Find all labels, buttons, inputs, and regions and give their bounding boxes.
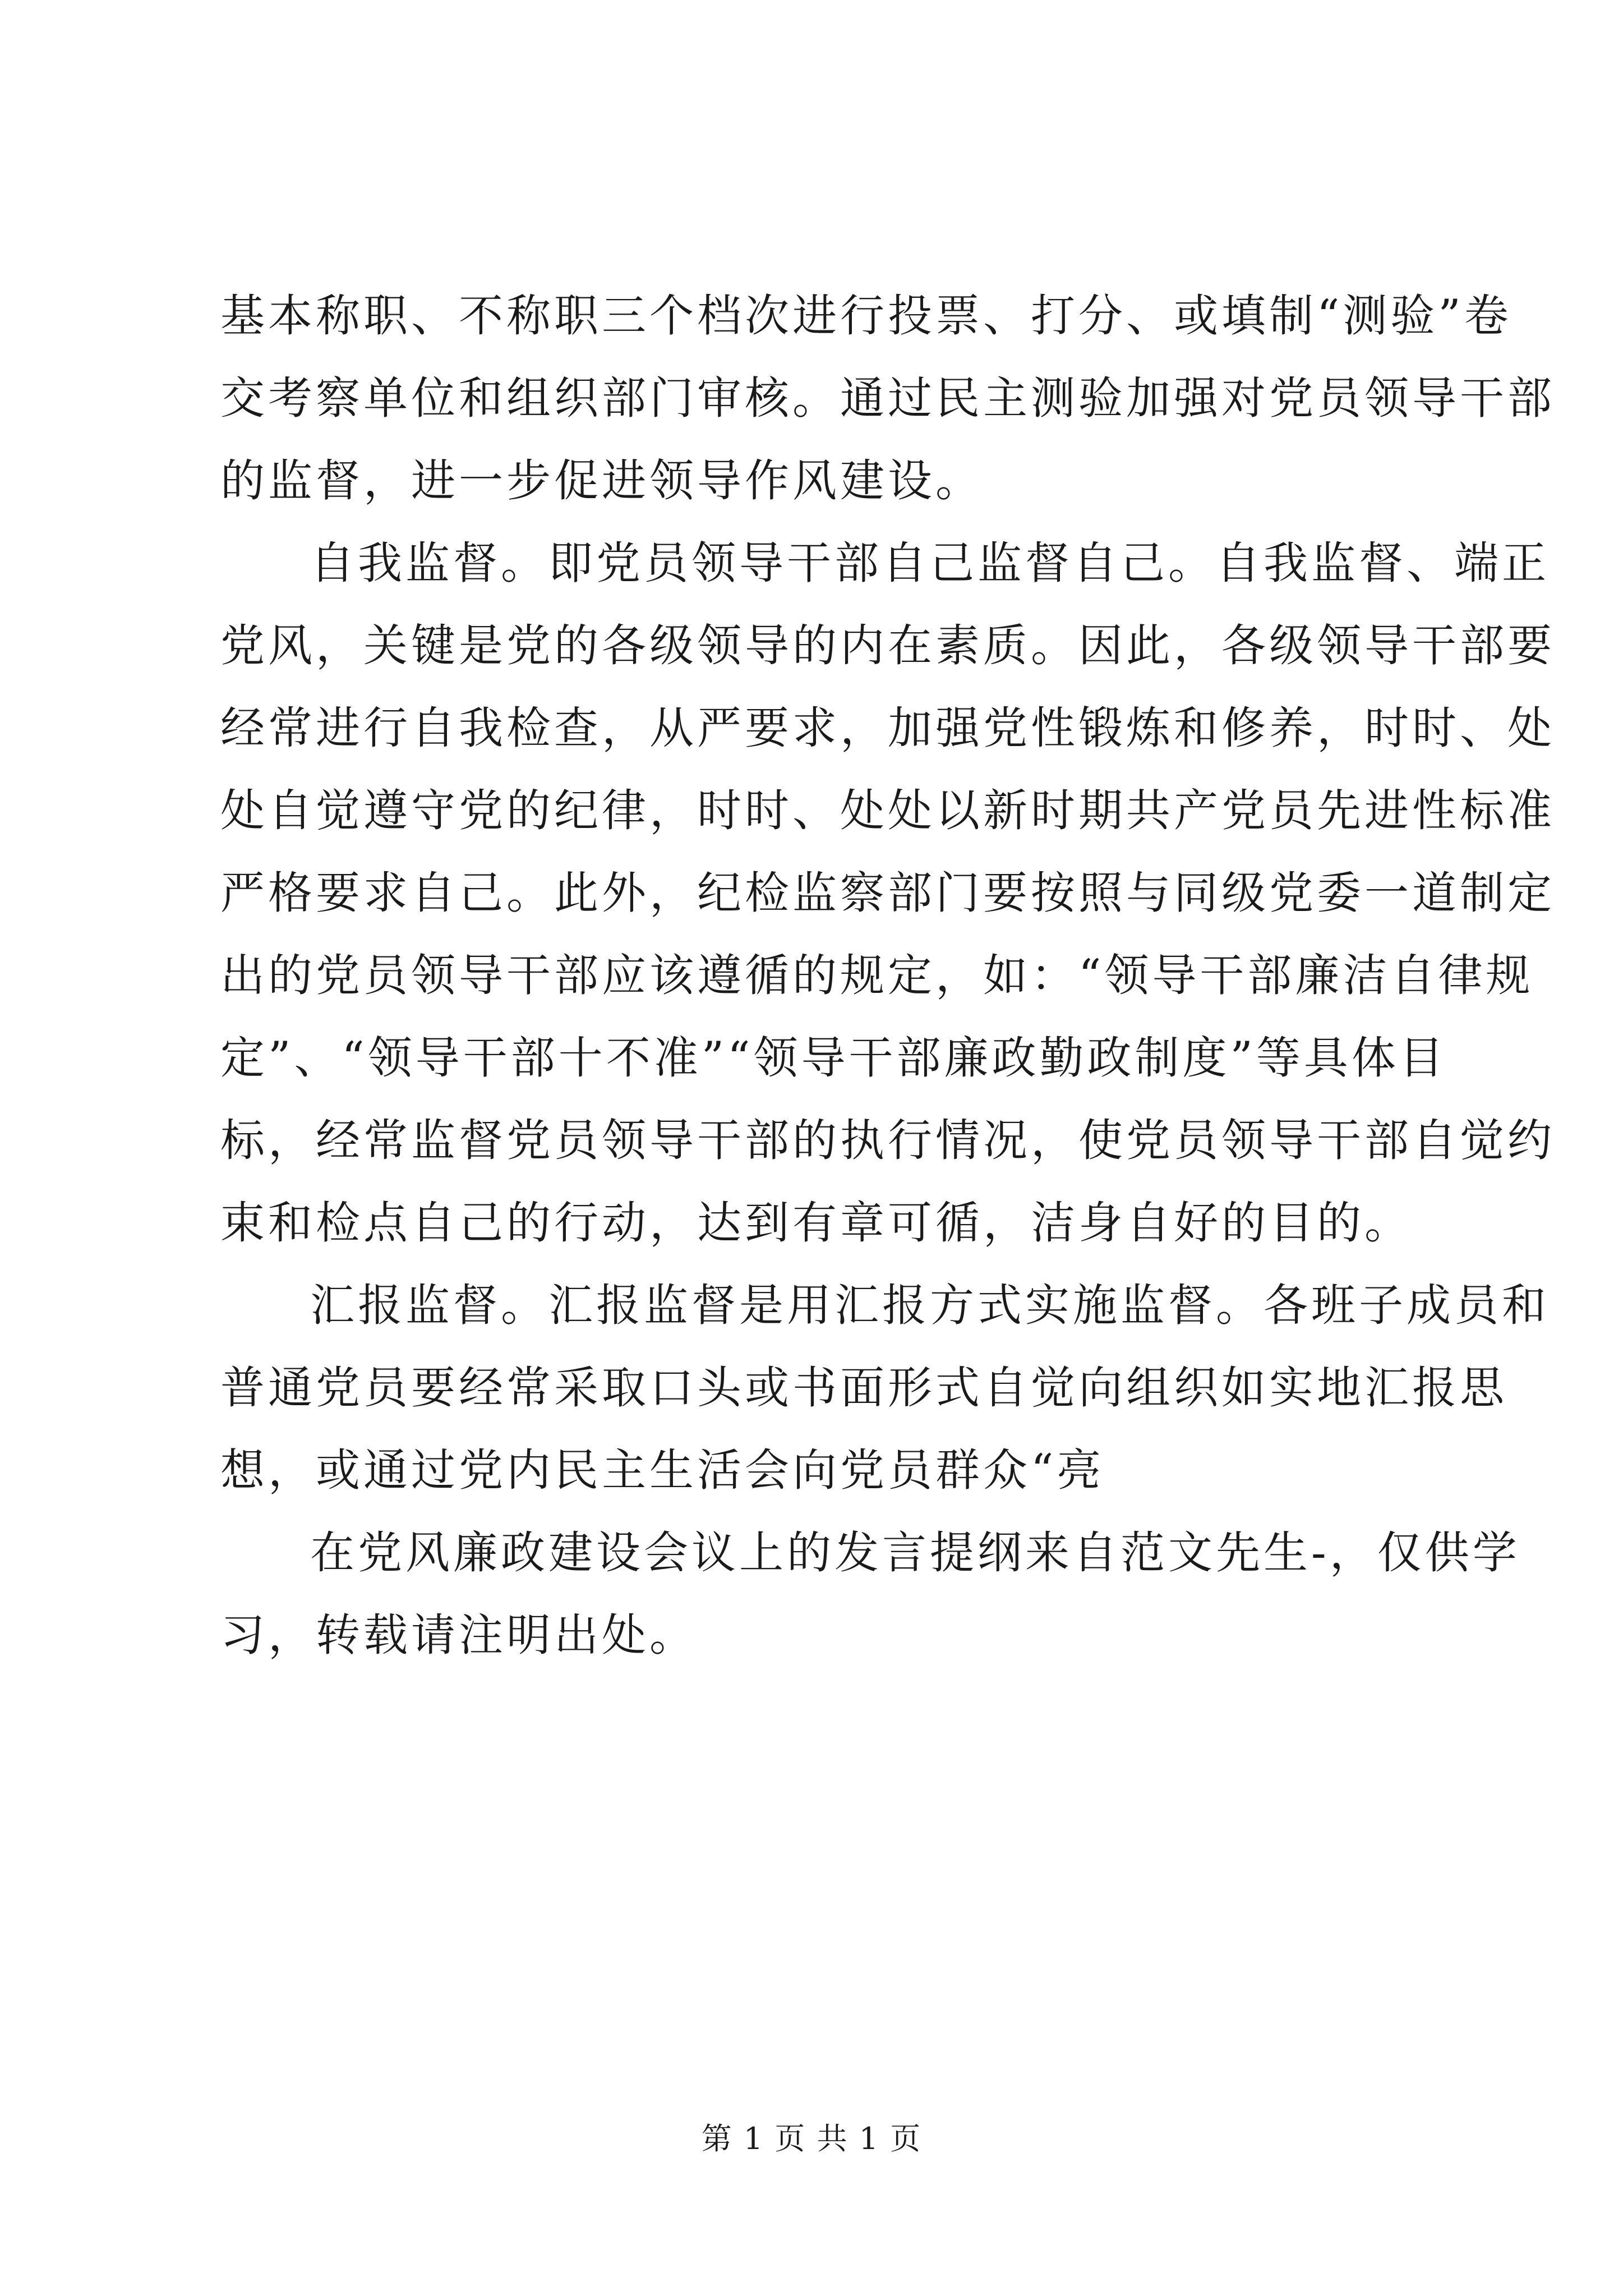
text-line: 标，经常监督党员领导干部的执行情况，使党员领导干部自觉约 [220, 1115, 1555, 1166]
paragraph-start-line: 汇报监督。汇报监督是用汇报方式实施监督。各班子成员和 [310, 1280, 1550, 1331]
page-footer: 第 1 页 共 1 页 [701, 2121, 922, 2156]
text-line: 束和检点自己的行动，达到有章可循，洁身自好的目的。 [220, 1197, 1412, 1249]
text-line: 基本称职、不称职三个档次进行投票、打分、或填制“测验”卷 [220, 290, 1512, 342]
text-line: 习，转载请注明出处。 [220, 1609, 697, 1661]
text-line: 定”、“领导干部十不准”“领导干部廉政勤政制度”等具体目 [220, 1032, 1447, 1084]
text-line: 想，或通过党内民主生活会向党员群众“亮 [220, 1444, 1105, 1496]
text-line: 处自觉遵守党的纪律，时时、处处以新时期共产党员先进性标准 [220, 785, 1555, 836]
paragraph-start-line: 在党风廉政建设会议上的发言提纲来自范文先生-，仅供学 [310, 1527, 1520, 1579]
text-line: 出的党员领导干部应该遵循的规定，如：“领导干部廉洁自律规 [220, 950, 1534, 1001]
document-body [220, 275, 1555, 1677]
text-line: 普通党员要经常采取口头或书面形式自觉向组织如实地汇报思 [220, 1362, 1507, 1414]
text-line: 的监督，进一步促进领导作风建设。 [220, 455, 983, 507]
text-line: 党风，关键是党的各级领导的内在素质。因此，各级领导干部要 [220, 620, 1555, 671]
text-line: 交考察单位和组织部门审核。通过民主测验加强对党员领导干部 [220, 372, 1555, 424]
text-line: 严格要求自己。此外，纪检监察部门要按照与同级党委一道制定 [220, 867, 1555, 919]
text-line: 经常进行自我检查，从严要求，加强党性锻炼和修养，时时、处 [220, 702, 1555, 754]
paragraph-start-line: 自我监督。即党员领导干部自己监督自己。自我监督、端正 [310, 537, 1550, 589]
